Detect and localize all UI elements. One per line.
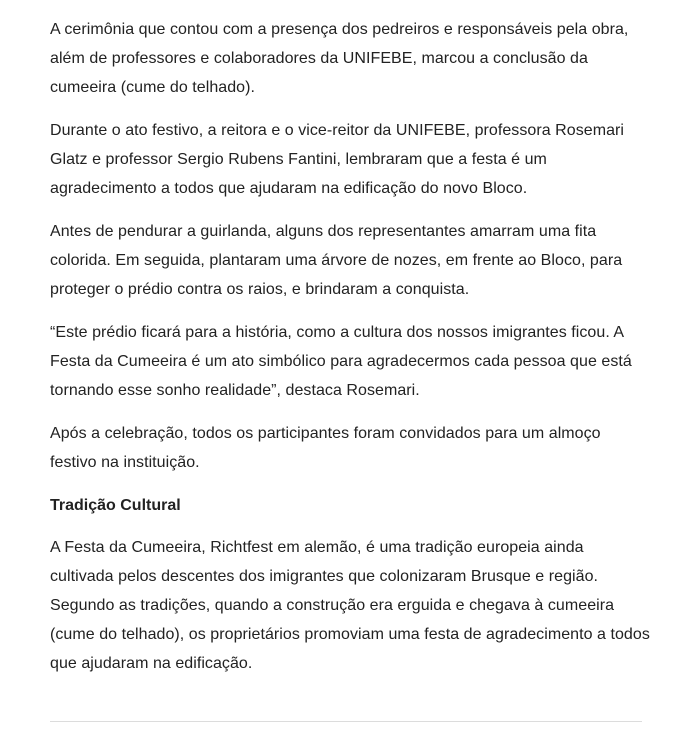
section-heading: Tradição Cultural [50,497,181,514]
article-paragraph-garland: Antes de pendurar a guirlanda, alguns dos representantes amarram uma fita colorida. Em seguida, plantaram uma árvore de nozes, em frente ao Bloco, para proteger o prédio contra os raios, e brindaram a conquista. [50,223,623,298]
article-paragraph-tradition: A Festa da Cumeeira, Richtfest em alemão, é uma tradição europeia ainda cultivada pelos descentes dos imigrantes que colonizaram Brusque e região. Segundo as tradições, quando a construção era erguida e chegava à cumeeira (cume do telhado), os proprietários promoviam uma festa de agradecimento a todos que ajudaram na edificação. [50,539,650,672]
article-paragraph-ceremony: A cerimônia que contou com a presença dos pedreiros e responsáveis pela obra, além de professores e colaboradores da UNIFEBE, marcou a conclusão da cumeeira (cume do telhado). [50,21,629,96]
article-paragraph-quote: “Este prédio ficará para a história, como a cultura dos nossos imigrantes ficou. A Festa da Cumeeira é um ato simbólico para agradecermos cada pessoa que está tornando esse sonho realidade”, destaca Rosemari. [50,324,632,399]
article-paragraph-festive-act: Durante o ato festivo, a reitora e o vice-reitor da UNIFEBE, professora Rosemari Glatz e professor Sergio Rubens Fantini, lembraram que a festa é um agradecimento a todos que ajudaram na edificação do novo Bloco. [50,122,625,197]
section-divider [50,721,642,722]
article-paragraph-lunch: Após a celebração, todos os participantes foram convidados para um almoço festivo na instituição. [50,425,601,471]
article-body [50,15,650,692]
